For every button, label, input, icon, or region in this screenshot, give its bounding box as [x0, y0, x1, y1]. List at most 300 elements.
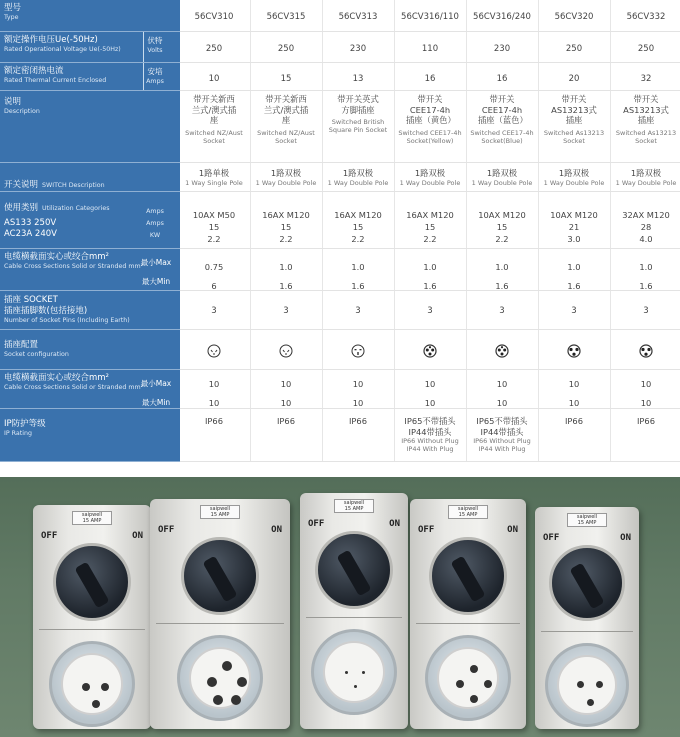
cell-config	[180, 333, 248, 368]
cell-ip	[612, 412, 680, 464]
on-label: ON	[132, 531, 143, 541]
row-divider	[180, 369, 680, 370]
cell-ip	[540, 412, 608, 464]
label-cell-switch	[0, 163, 180, 192]
cable-value: 1.0	[495, 262, 509, 272]
label-cell-current	[0, 63, 180, 91]
switch-zh: 1路双极	[558, 168, 590, 178]
unit-label	[142, 206, 168, 242]
cable-value: 0.75	[204, 262, 224, 272]
socket-cover	[177, 635, 263, 721]
cell-type	[468, 3, 536, 30]
cable-value: 6	[211, 281, 217, 289]
brand-label: saipwell	[457, 506, 479, 512]
ip-value: IP66	[564, 416, 583, 426]
model-name: 56CV316/240	[473, 12, 531, 22]
cable-value: 1.6	[639, 281, 653, 289]
pins-value: 3	[499, 306, 505, 316]
description-en: Switched As13213 Socket	[543, 128, 605, 145]
cell-current	[252, 66, 320, 89]
brand-label: saipwell	[81, 512, 103, 518]
cable-value: 1.6	[423, 281, 437, 289]
voltage-value: 230	[493, 44, 511, 54]
label-zh: 电缆横截面实心或绞合mm²	[4, 252, 109, 262]
ip-value-2: IP44带插头	[408, 426, 452, 437]
column-divider	[610, 0, 611, 462]
description-zh: 带开关新西兰式/澳式插座	[263, 94, 309, 125]
model-name: 56CV310	[194, 12, 234, 22]
cable-value: 10	[568, 379, 580, 389]
socket-pin	[470, 665, 478, 673]
util-value: 3.0	[567, 234, 581, 244]
model-name: 56CV332	[626, 12, 666, 22]
socket-pin	[587, 699, 594, 706]
label-zh: 型号	[4, 3, 22, 13]
model-name: 56CV313	[338, 12, 378, 22]
label-en: Cable Cross Sections Solid or Stranded mm²	[4, 263, 144, 270]
cable-value: 1.0	[279, 262, 293, 272]
brand-label: saipwell	[209, 506, 231, 512]
socket-pin	[82, 683, 90, 691]
util-value: 16AX M120	[262, 210, 310, 220]
nz-aust-socket-icon	[207, 344, 221, 358]
label-zh: 电缆横截面实心或绞合mm²	[4, 373, 109, 383]
unit-zh: 伏特	[147, 36, 163, 45]
limit-max: 最小Max	[140, 258, 172, 267]
label-util-line2: AC23A 240V	[4, 229, 57, 239]
switch-zh: 1路双极	[414, 168, 446, 178]
rating-tag	[567, 513, 607, 527]
pins-value: 3	[355, 306, 361, 316]
switch-zh: 1路双极	[630, 168, 662, 178]
cable-value: 10	[640, 398, 652, 407]
cable-value: 1.6	[567, 281, 581, 289]
column-divider	[538, 0, 539, 462]
switch-socket-unit	[535, 507, 639, 729]
cell-current	[468, 66, 536, 89]
cable-value: 1.0	[351, 262, 365, 272]
ip-value: IP66	[204, 416, 223, 426]
cell-socket	[324, 294, 392, 328]
description-zh: 带开关CEE17-4h插座（蓝色）	[478, 94, 528, 125]
cable-value: 1.0	[567, 262, 581, 272]
cell-config	[612, 333, 680, 368]
util-value: 21	[568, 222, 580, 232]
cable-value: 1.0	[423, 262, 437, 272]
unit-u1: Amps	[146, 208, 164, 215]
cell-current	[612, 66, 680, 89]
cable-value: 10	[496, 379, 508, 389]
switch-socket-unit	[150, 499, 290, 729]
description-zh: 带开关英式方脚插座	[337, 94, 379, 115]
label-zh: 说明	[4, 97, 22, 107]
current-value: 13	[352, 74, 364, 84]
label-cell-socket	[0, 291, 180, 330]
cable-value: 10	[640, 379, 652, 389]
on-label: ON	[620, 533, 631, 543]
cell-config	[252, 333, 320, 368]
unit-u3: KW	[149, 232, 161, 239]
rating-label: 15 AMP	[458, 512, 478, 518]
switch-socket-unit	[33, 505, 151, 729]
rating-tag	[334, 499, 374, 513]
cell-type	[324, 3, 392, 30]
cell-switch	[612, 166, 680, 190]
label-cell-cable1	[0, 249, 180, 291]
cable-value: 1.6	[351, 281, 365, 289]
socket-pin	[577, 681, 584, 688]
util-value: 15	[496, 222, 508, 232]
unit-label	[142, 67, 168, 87]
column-divider	[322, 0, 323, 462]
unit-label	[138, 253, 174, 291]
socket-pin	[237, 677, 247, 687]
switch-en: 1 Way Single Pole	[185, 178, 243, 187]
label-zh2: 插座插脚数(包括接地)	[4, 306, 88, 316]
unit-zh: 安培	[147, 67, 163, 76]
cell-config	[396, 333, 464, 368]
ip-en-1: IP66 Without Plug	[473, 437, 531, 445]
socket-cover	[425, 635, 511, 721]
unit-separator	[143, 32, 144, 62]
cell-config	[324, 333, 392, 368]
ip-value: IP66	[276, 416, 295, 426]
socket-cover	[49, 641, 135, 727]
current-value: 20	[568, 74, 580, 84]
cell-ip	[180, 412, 248, 464]
knob-handle	[202, 556, 237, 603]
on-label: ON	[271, 525, 282, 535]
cell-cable1	[180, 252, 248, 289]
ip-en-2: IP44 With Plug	[406, 445, 454, 453]
limit-min: 最大Min	[141, 398, 171, 407]
nz-aust-socket-icon	[279, 344, 293, 358]
util-value: 15	[424, 222, 436, 232]
pins-value: 3	[571, 306, 577, 316]
unit-label	[138, 374, 174, 412]
cable-value: 10	[208, 398, 220, 407]
cell-type	[540, 3, 608, 30]
socket-cover	[311, 629, 397, 715]
model-name: 56CV320	[554, 12, 594, 22]
rating-label: 15 AMP	[344, 506, 364, 512]
label-en: Utilization Categories	[42, 205, 110, 212]
on-label: ON	[389, 519, 400, 529]
description-zh: 带开关AS13213式插座	[551, 94, 597, 125]
socket-pin	[345, 671, 348, 674]
row-divider	[180, 248, 680, 249]
current-value: 16	[424, 74, 436, 84]
rotary-switch-knob	[429, 537, 507, 615]
util-value: 15	[208, 222, 220, 232]
current-value: 32	[640, 74, 652, 84]
model-name: 56CV316/110	[401, 12, 459, 22]
switch-en: 1 Way Double Pole	[615, 178, 677, 187]
util-value: 28	[640, 222, 652, 232]
rating-tag	[200, 505, 240, 519]
label-en: Socket configuration	[4, 351, 69, 358]
label-zh: IP防护等级	[4, 419, 46, 429]
cell-socket	[612, 294, 680, 328]
cell-switch	[180, 166, 248, 190]
socket-pin	[231, 695, 241, 705]
cell-ip	[252, 412, 320, 464]
product-photo	[0, 477, 680, 737]
rating-label: 15 AMP	[577, 520, 597, 526]
cell-util	[180, 195, 248, 247]
label-en: Rated Operational Voltage Ue(-50Hz)	[4, 46, 121, 53]
rotary-switch-knob	[181, 537, 259, 615]
cell-config	[540, 333, 608, 368]
label-en: Rated Thermal Current Enclosed	[4, 77, 107, 84]
unit-en: Amps	[146, 78, 164, 85]
rotary-switch-knob	[315, 531, 393, 609]
ip-en-1: IP66 Without Plug	[401, 437, 459, 445]
row-divider	[180, 191, 680, 192]
cee-4pin-socket-icon	[495, 344, 509, 358]
cell-ip	[396, 412, 464, 464]
socket-face	[189, 647, 251, 709]
limit-min: 最大Min	[141, 277, 171, 286]
socket-pin	[207, 677, 217, 687]
description-zh: 带开关AS13213式插座	[623, 94, 669, 125]
label-zh: 插座 SOCKET	[4, 295, 58, 305]
cable-value: 10	[352, 379, 364, 389]
cell-socket	[540, 294, 608, 328]
cee-4pin-socket-icon	[423, 344, 437, 358]
rating-label: 15 AMP	[210, 512, 230, 518]
off-label: OFF	[41, 531, 58, 541]
socket-face	[323, 641, 385, 703]
socket-pin	[596, 681, 603, 688]
cell-cable1	[468, 252, 536, 289]
cell-desc	[468, 94, 536, 161]
util-value: 2.2	[495, 234, 509, 244]
cable-value: 10	[496, 398, 508, 407]
util-value: 10AX M50	[192, 210, 236, 220]
cell-voltage	[396, 35, 464, 61]
socket-pin	[101, 683, 109, 691]
socket-pin	[362, 671, 365, 674]
description-zh: 带开关新西兰式/澳式插座	[191, 94, 237, 125]
cell-cable1	[396, 252, 464, 289]
voltage-value: 230	[349, 44, 367, 54]
cell-voltage	[540, 35, 608, 61]
cell-switch	[396, 166, 464, 190]
unit-separator	[143, 63, 144, 90]
voltage-value: 250	[637, 44, 655, 54]
label-cell-config	[0, 330, 180, 370]
label-zh: 插座配置	[4, 340, 39, 350]
label-zh: 使用类别	[4, 203, 39, 213]
cable-value: 1.0	[639, 262, 653, 272]
util-value: 2.2	[351, 234, 365, 244]
label-cell-voltage	[0, 32, 180, 63]
ip-value: IP65不带插头	[404, 416, 456, 426]
util-value: 4.0	[639, 234, 653, 244]
as13213-socket-icon	[639, 344, 653, 358]
cell-cable1	[324, 252, 392, 289]
cell-socket	[468, 294, 536, 328]
cable-value: 10	[208, 379, 220, 389]
cable-value: 10	[280, 398, 292, 407]
column-divider	[250, 0, 251, 462]
off-label: OFF	[158, 525, 175, 535]
off-label: OFF	[543, 533, 560, 543]
ip-value: IP66	[636, 416, 655, 426]
socket-pin	[456, 680, 464, 688]
cell-desc	[252, 94, 320, 161]
limit-max: 最小Max	[140, 379, 172, 388]
current-value: 10	[208, 74, 220, 84]
cell-desc	[324, 94, 392, 161]
cell-cable2	[540, 373, 608, 407]
divider	[39, 629, 145, 630]
label-en: IP Rating	[4, 430, 32, 437]
cell-util	[252, 195, 320, 247]
label-zh: 开关说明	[4, 180, 39, 190]
cell-current	[396, 66, 464, 89]
util-value: 10AX M120	[478, 210, 526, 220]
pins-value: 3	[283, 306, 289, 316]
voltage-value: 250	[277, 44, 295, 54]
cell-voltage	[324, 35, 392, 61]
switch-en: 1 Way Double Pole	[543, 178, 605, 187]
cell-switch	[324, 166, 392, 190]
cell-current	[324, 66, 392, 89]
socket-pin	[92, 700, 100, 708]
cell-switch	[540, 166, 608, 190]
cell-cable2	[180, 373, 248, 407]
util-value: 15	[352, 222, 364, 232]
divider	[416, 623, 520, 624]
switch-socket-unit	[410, 499, 526, 729]
switch-en: 1 Way Double Pole	[399, 178, 461, 187]
label-util-line1: AS133 250V	[4, 218, 57, 228]
current-value: 15	[280, 74, 292, 84]
ip-value: IP65不带插头	[476, 416, 528, 426]
description-en: Switched As13213 Socket	[615, 128, 677, 145]
cell-ip	[468, 412, 536, 464]
switch-en: 1 Way Double Pole	[471, 178, 533, 187]
pins-value: 3	[211, 306, 217, 316]
cell-voltage	[612, 35, 680, 61]
socket-pin	[470, 695, 478, 703]
cell-desc	[180, 94, 248, 161]
socket-face	[557, 655, 617, 715]
switch-zh: 1路双极	[342, 168, 374, 178]
knob-handle	[336, 550, 371, 597]
cell-switch	[468, 166, 536, 190]
cell-util	[468, 195, 536, 247]
knob-handle	[74, 562, 109, 609]
cell-cable2	[612, 373, 680, 407]
on-label: ON	[507, 525, 518, 535]
cell-current	[180, 66, 248, 89]
cable-value: 1.6	[495, 281, 509, 289]
label-cell-util	[0, 192, 180, 249]
cell-socket	[252, 294, 320, 328]
cell-cable1	[612, 252, 680, 289]
british-socket-icon	[351, 344, 365, 358]
brand-label: saipwell	[343, 500, 365, 506]
socket-face	[61, 653, 123, 715]
cell-voltage	[180, 35, 248, 61]
knob-handle	[450, 556, 485, 603]
cell-util	[324, 195, 392, 247]
socket-pin	[213, 695, 223, 705]
cell-util	[540, 195, 608, 247]
cell-switch	[252, 166, 320, 190]
ip-en-2: IP44 With Plug	[478, 445, 526, 453]
rotary-switch-knob	[549, 545, 625, 621]
switch-en: 1 Way Double Pole	[327, 178, 389, 187]
label-en: Description	[4, 108, 40, 115]
description-en: Switched CEE17-4h Socket(Blue)	[470, 128, 534, 145]
row-divider	[180, 290, 680, 291]
pins-value: 3	[643, 306, 649, 316]
cell-desc	[612, 94, 680, 161]
voltage-value: 250	[565, 44, 583, 54]
brand-label: saipwell	[576, 514, 598, 520]
rating-label: 15 AMP	[82, 518, 102, 524]
cell-voltage	[252, 35, 320, 61]
util-value: 15	[280, 222, 292, 232]
cell-util	[612, 195, 680, 247]
as13213-socket-icon	[567, 344, 581, 358]
switch-zh: 1路双极	[486, 168, 518, 178]
util-value: 2.2	[423, 234, 437, 244]
switch-socket-unit	[300, 493, 408, 729]
util-value: 2.2	[207, 234, 221, 244]
unit-en: Volts	[147, 47, 163, 54]
pins-value: 3	[427, 306, 433, 316]
cell-type	[252, 3, 320, 30]
voltage-value: 250	[205, 44, 223, 54]
description-en: Switched NZ/Aust Socket	[257, 128, 315, 145]
label-cell-desc	[0, 91, 180, 163]
column-divider	[466, 0, 467, 462]
description-zh: 带开关CEE17-4h插座（黄色）	[406, 94, 456, 125]
cell-cable1	[252, 252, 320, 289]
socket-pin	[354, 685, 357, 688]
unit-u2: Amps	[146, 220, 164, 227]
ip-value: IP66	[348, 416, 367, 426]
cable-value: 1.6	[279, 281, 293, 289]
util-value: 2.2	[279, 234, 293, 244]
label-en: Cable Cross Sections Solid or Stranded mm²	[4, 384, 144, 391]
cell-type	[396, 3, 464, 30]
rating-tag	[448, 505, 488, 519]
row-divider	[180, 162, 680, 163]
cell-cable1	[540, 252, 608, 289]
voltage-value: 110	[421, 44, 439, 54]
row-divider	[180, 329, 680, 330]
rating-tag	[72, 511, 112, 525]
label-zh: 额定密闭热电流	[4, 66, 64, 76]
cable-value: 10	[424, 379, 436, 389]
description-en: Switched CEE17-4h Socket(Yellow)	[398, 128, 462, 145]
cell-desc	[540, 94, 608, 161]
column-divider	[394, 0, 395, 462]
cable-value: 10	[280, 379, 292, 389]
rotary-switch-knob	[53, 543, 131, 621]
cell-type	[180, 3, 248, 30]
description-en: Switched NZ/Aust Socket	[185, 128, 243, 145]
util-value: 32AX M120	[622, 210, 670, 220]
switch-zh: 1路双极	[270, 168, 302, 178]
off-label: OFF	[308, 519, 325, 529]
